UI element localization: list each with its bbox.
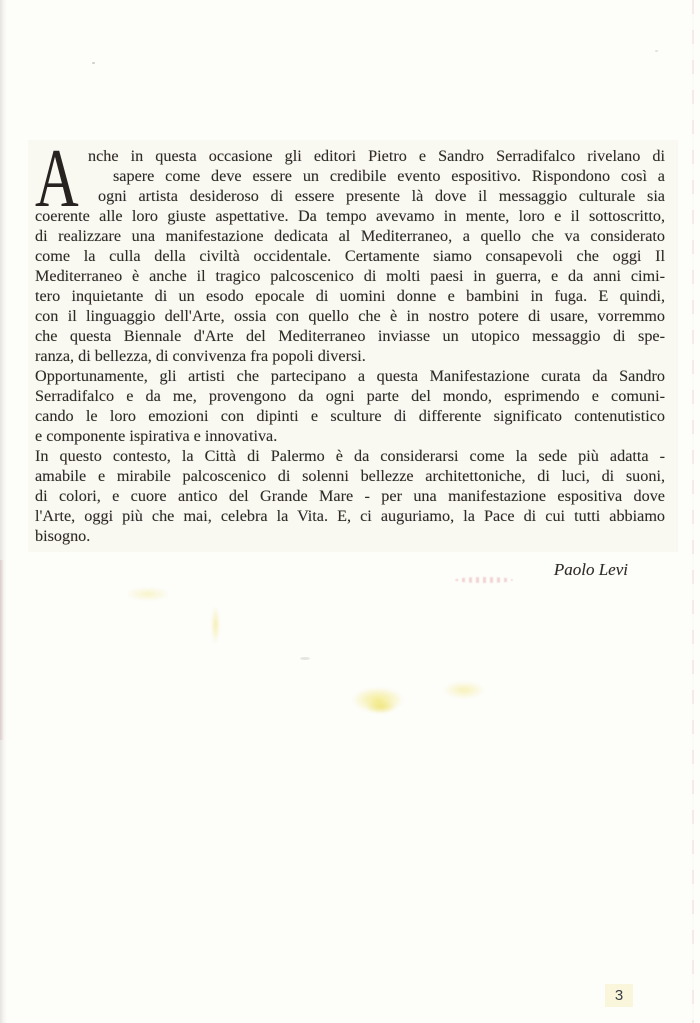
text-line: ranza, di bellezza, di convivenza fra popoli diversi. xyxy=(35,347,366,365)
text-line: come la culla della civiltà occidentale. Certamente siamo consapevoli che oggi Il xyxy=(35,247,665,265)
text-line: e componente ispirativa e innovativa. xyxy=(35,427,278,445)
text-line: coerente alle loro giuste aspettative. Da tempo avevamo in mente, loro e il sottoscritto, xyxy=(35,207,665,225)
text-line: ogni artista desideroso di essere presente là dove il messaggio culturale sia xyxy=(98,187,665,205)
scan-stain-yellow-main xyxy=(352,687,404,713)
text-line: amabile e mirabile palcoscenico di solenni bellezze architettoniche, di luci, di suoni, xyxy=(35,467,665,485)
page-edge-shadow-right xyxy=(692,0,694,1023)
author-signature: Paolo Levi xyxy=(553,560,628,579)
text-line: bisogno. xyxy=(35,527,91,545)
page-edge-shadow-left xyxy=(0,0,7,1023)
paragraph xyxy=(35,366,665,446)
text-line: di realizzare una manifestazione dedicata al Mediterraneo, a quello che va considerato xyxy=(35,227,665,245)
text-line: tero inquietante di un esodo epocale di uomini donne e bambini in fuga. E quindi, xyxy=(35,287,665,305)
scan-speck xyxy=(300,657,310,660)
text-line: nche in questa occasione gli editori Pietro e Sandro Serradifalco rivelano di xyxy=(88,147,665,165)
text-line: con il linguaggio dell'Arte, ossia con quello che è in nostro potere di usare, vorremmo xyxy=(35,307,665,325)
scan-stain-yellow-right xyxy=(443,681,485,699)
drop-cap-letter: A xyxy=(35,132,79,225)
text-line: In questo contesto, la Città di Palermo è da considerarsi come la sede più adatta - xyxy=(35,447,665,465)
scan-stain-yellow-streak xyxy=(211,606,220,644)
text-line: sapere come deve essere un credibile evento espositivo. Rispondono così a xyxy=(113,167,665,185)
text-line: che questa Biennale d'Arte del Mediterraneo inviasse un utopico messaggio di spe- xyxy=(35,327,665,345)
paragraph xyxy=(35,446,665,546)
text-block xyxy=(35,132,665,580)
page-edge-shadow-left-segment xyxy=(0,560,4,740)
text-line: Opportunamente, gli artisti che partecipano a questa Manifestazione curata da Sandro xyxy=(35,367,665,385)
scan-speck xyxy=(92,62,95,64)
scan-stain-yellow-top xyxy=(126,587,170,601)
text-line: cando le loro emozioni con dipinti e sculture di differente significato contenutistico xyxy=(35,407,665,425)
scan-stain-yellow-main-2 xyxy=(366,700,396,714)
text-line: di colori, e cuore antico del Grande Mare - per una manifestazione espositiva dove xyxy=(35,487,665,505)
text-line: l'Arte, oggi più che mai, celebra la Vita. E, ci auguriamo, la Pace di cui tutti abbiamo xyxy=(35,507,665,525)
paragraph xyxy=(35,132,665,366)
text-line: Serradifalco e da me, provengono da ogni parte del mondo, esprimendo e comuni- xyxy=(35,387,665,405)
page-number: 3 xyxy=(605,984,633,1007)
scan-speck xyxy=(655,50,658,52)
text-line: Mediterraneo è anche il tragico palcoscenico di molti paesi in guerra, e da anni cimi- xyxy=(35,267,665,285)
